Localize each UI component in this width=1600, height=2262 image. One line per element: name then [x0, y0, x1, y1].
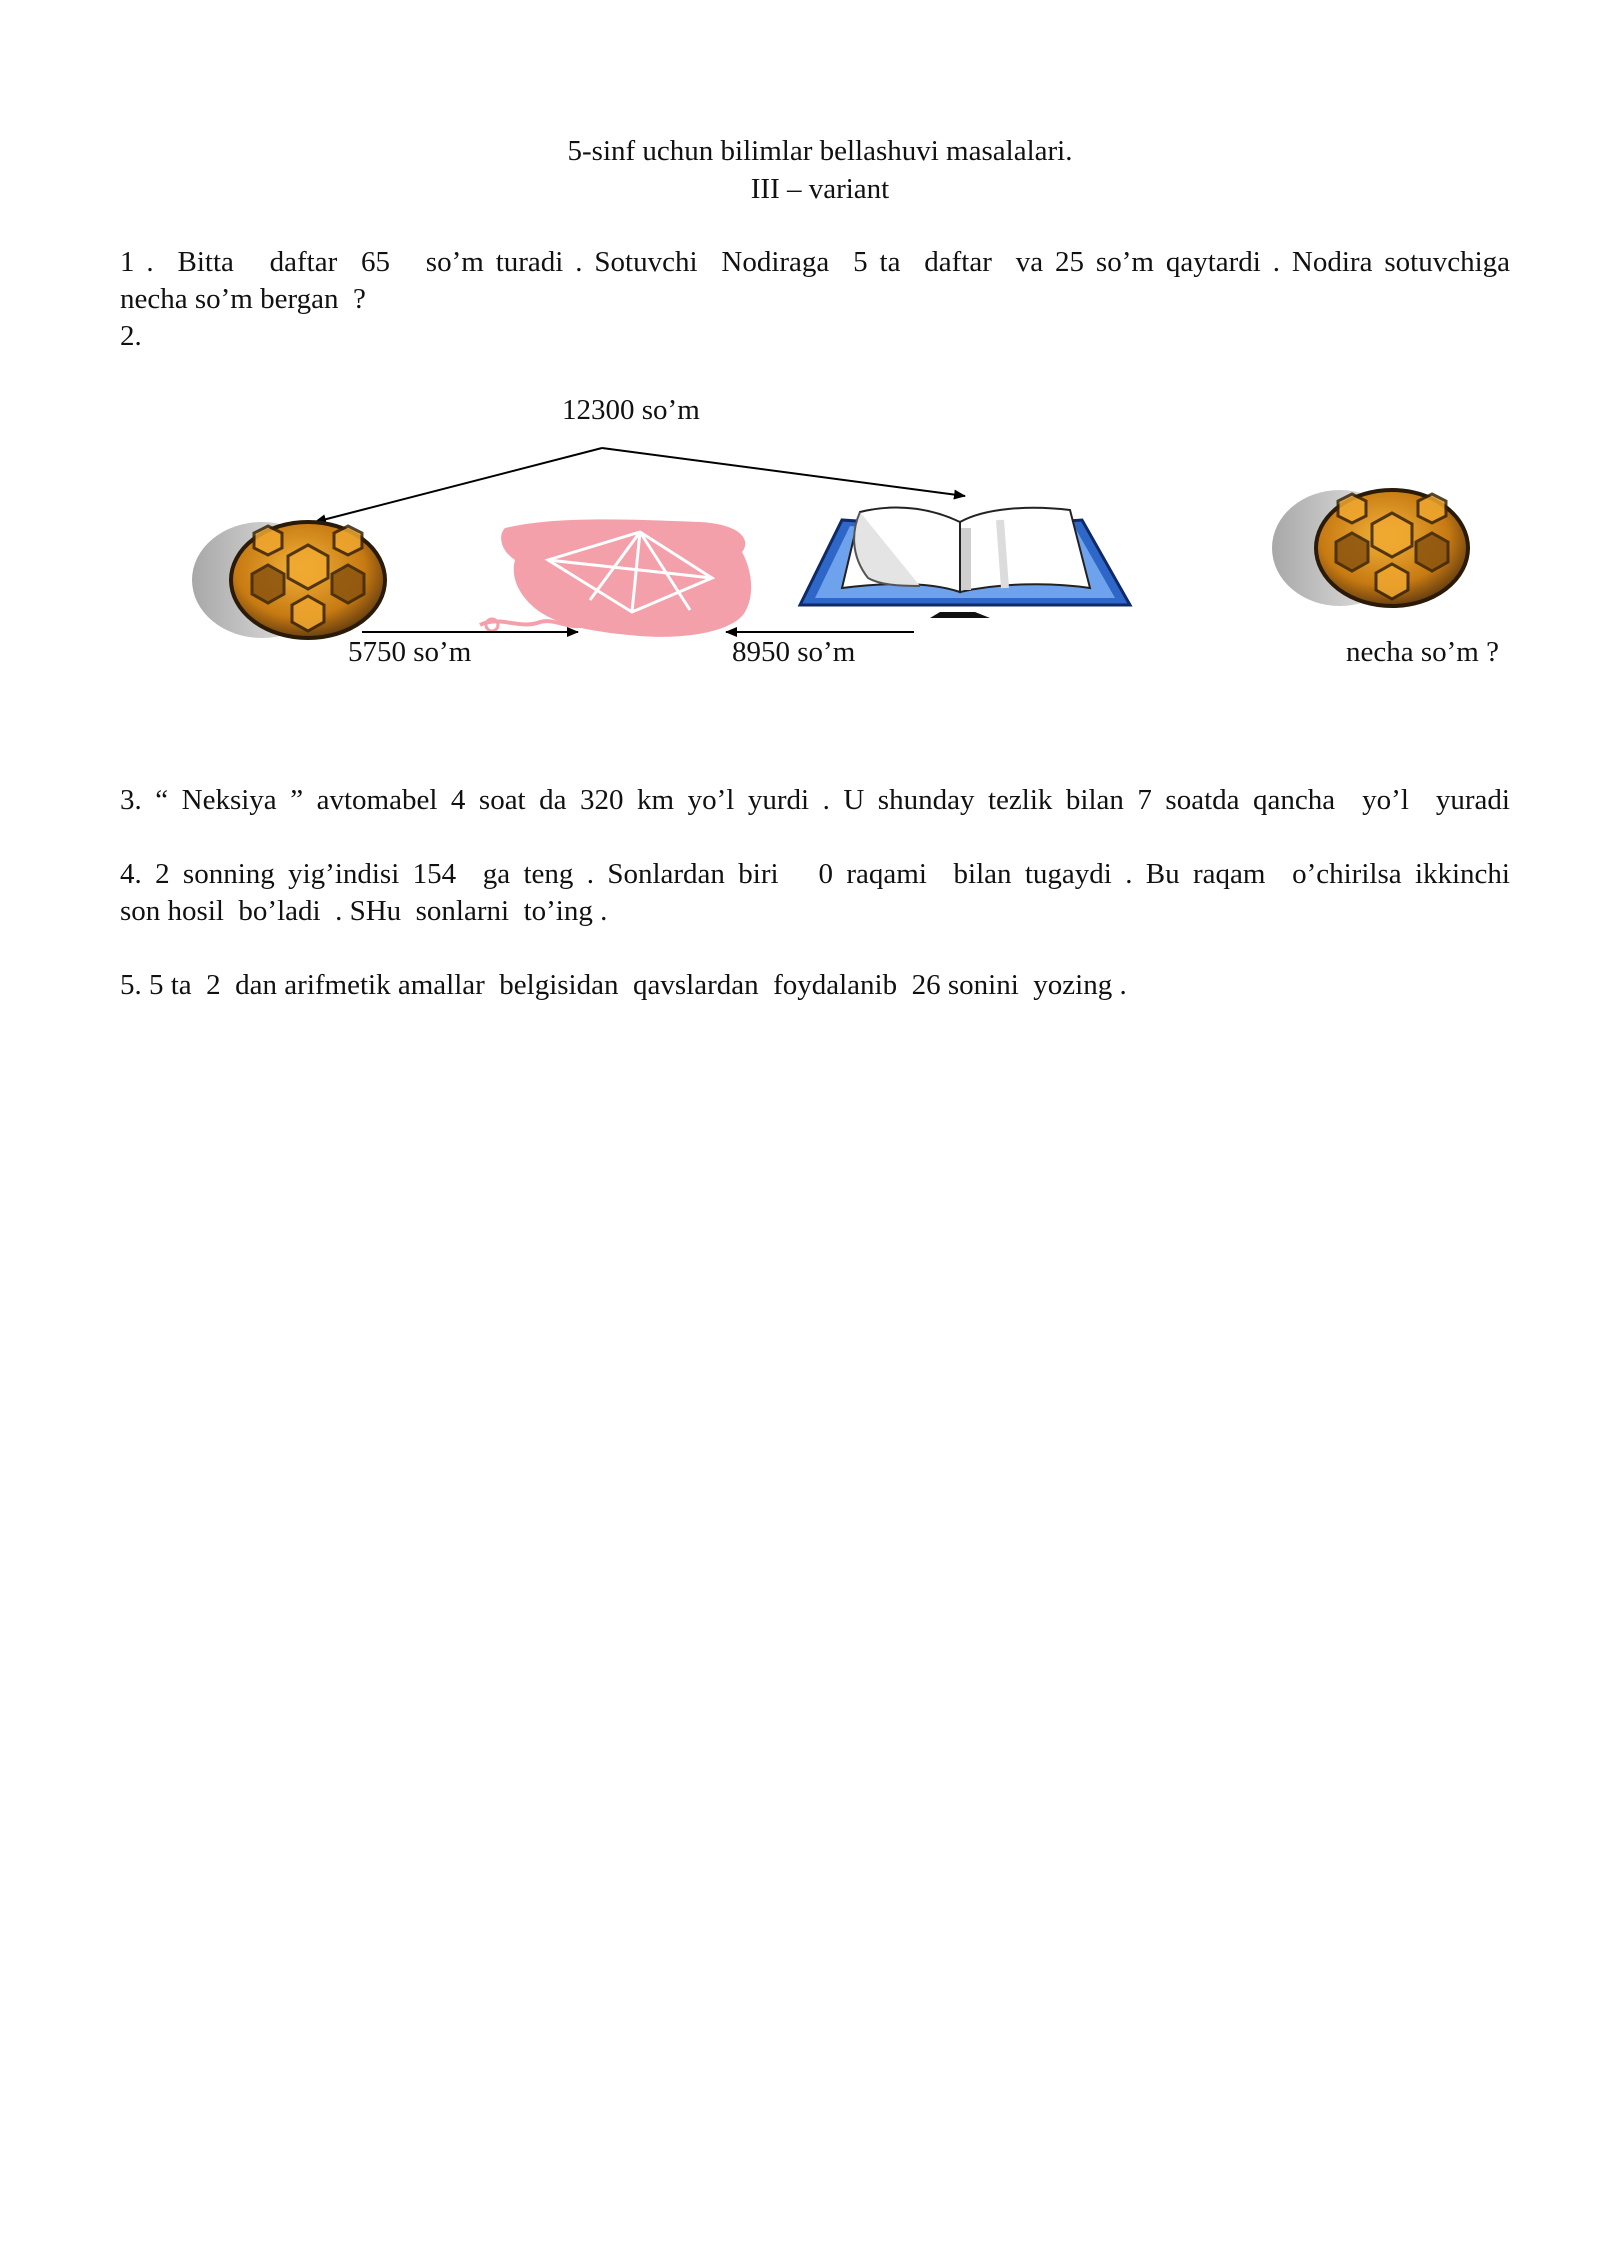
umbrella-icon: [480, 519, 751, 637]
ball-icon: [192, 522, 385, 638]
problem-5-line-1: 5. 5 ta 2 dan arifmetik amallar belgisidan qavslardan foydalanib 26 sonini yozing .: [120, 969, 1127, 1001]
ball-price-label: 5750 so’m: [348, 636, 472, 668]
problem-2-number: 2.: [120, 320, 142, 352]
question-label: necha so’m ?: [1346, 636, 1499, 668]
document-subtitle: III – variant: [750, 173, 890, 205]
problem-1-line-1: 1 . Bitta daftar 65 so’m turadi . Sotuvchi Nodiraga 5 ta daftar va 25 so’m qaytardi . Nodira sotuvchiga: [120, 246, 1510, 278]
problem-3-line-1: 3. “ Neksiya ” avtomabel 4 soat da 320 km yo’l yurdi . U shunday tezlik bilan 7 soatda qancha yo’l yuradi: [120, 784, 1510, 816]
problem-4-line-2: son hosil bo’ladi . SHu sonlarni to’ing .: [120, 895, 608, 927]
problem-4-line-1: 4. 2 sonning yig’indisi 154 ga teng . Sonlardan biri 0 raqami bilan tugaydi . Bu raqam o’chirilsa ikkinchi: [120, 858, 1510, 890]
document-title: 5-sinf uchun bilimlar bellashuvi masalalari.: [567, 135, 1073, 167]
problem-2-figure: [0, 0, 1600, 720]
total-price-label: 12300 so’m: [562, 394, 700, 426]
ball-icon: [1272, 490, 1468, 606]
problem-1-line-2: necha so’m bergan ?: [120, 283, 366, 315]
book-price-label: 8950 so’m: [732, 636, 856, 668]
book-icon: [800, 507, 1130, 618]
